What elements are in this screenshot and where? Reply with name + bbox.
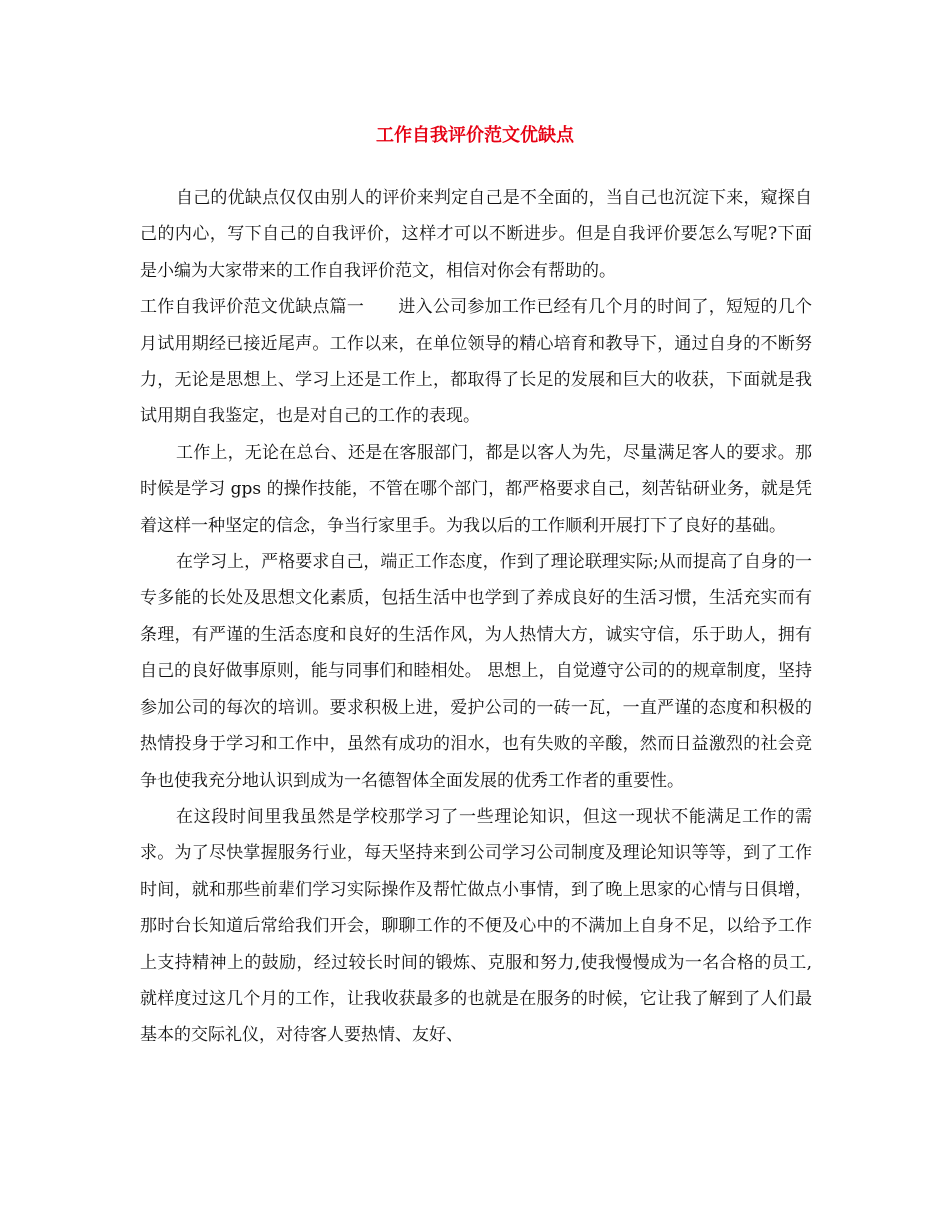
document-body (140, 180, 812, 1054)
document-title: 工作自我评价范文优缺点 (376, 125, 574, 146)
section-paragraph (140, 289, 812, 435)
body-paragraph-training: 在这段时间里我虽然是学校那学习了一些理论知识，但这一现状不能满足工作的需求。为了尽快掌握服务行业，每天坚持来到公司学习公司制度及理论知识等等，到了工作时间，就和那些前辈们学习实际操作及帮忙做点小事情，到了晚上思家的心情与日俱增，那时台长知道后常给我们开会，聊聊工作的不便及心中的不满加上自身不足，以给予工作上支持精神上的鼓励，经过较长时间的锻炼、克服和努力,使我慢慢成为一名合格的员工,就样度过这几个月的工作，让我收获最多的也就是在服务的时候，它让我了解到了人们最基本的交际礼仪，对待客人要热情、友好、 (140, 806, 812, 1046)
intro-paragraph: 自己的优缺点仅仅由别人的评价来判定自己是不全面的，当自己也沉淀下来，窥探自己的内心，写下自己的自我评价，这样才可以不断进步。但是自我评价要怎么写呢?下面是小编为大家带来的工作自我评价范文，相信对你会有帮助的。 (140, 188, 812, 281)
section-heading: 工作自我评价范文优缺点篇一 (140, 297, 365, 318)
body-paragraph-work: 工作上，无论在总台、还是在客服部门，都是以客人为先，尽量满足客人的要求。那时候是学习 gps 的操作技能，不管在哪个部门，都严格要求自己，刻苦钻研业务，就是凭着这样一种坚定的信念，争当行家里手。为我以后的工作顺利开展打下了良好的基础。 (140, 442, 812, 536)
body-paragraph-study: 在学习上，严格要求自己，端正工作态度，作到了理论联理实际;从而提高了自身的一专多能的长处及思想文化素质，包括生活中也学到了养成良好的生活习惯，生活充实而有条理，有严谨的生活态度和良好的生活作风，为人热情大方，诚实守信，乐于助人，拥有自己的良好做事原则，能与同事们和睦相处。 思想上，自觉遵守公司的的规章制度，坚持参加公司的每次的培训。要求积极上进，爱护公司的一砖一瓦，一直严谨的态度和积极的热情投身于学习和工作中，虽然有成功的泪水，也有失败的辛酸，然而日益激烈的社会竞争也使我充分地认识到成为一名德智体全面发展的优秀工作者的重要性。 (140, 552, 812, 791)
section-first-text: 进入公司参加工作已经有几个月的时间了，短短的几个月试用期经已接近尾声。工作以来，在单位领导的精心培育和教导下，通过自身的不断努力，无论是思想上、学习上还是工作上，都取得了长足的发展和巨大的收获，下面就是我试用期自我鉴定，也是对自己的工作的表现。 (140, 297, 813, 427)
